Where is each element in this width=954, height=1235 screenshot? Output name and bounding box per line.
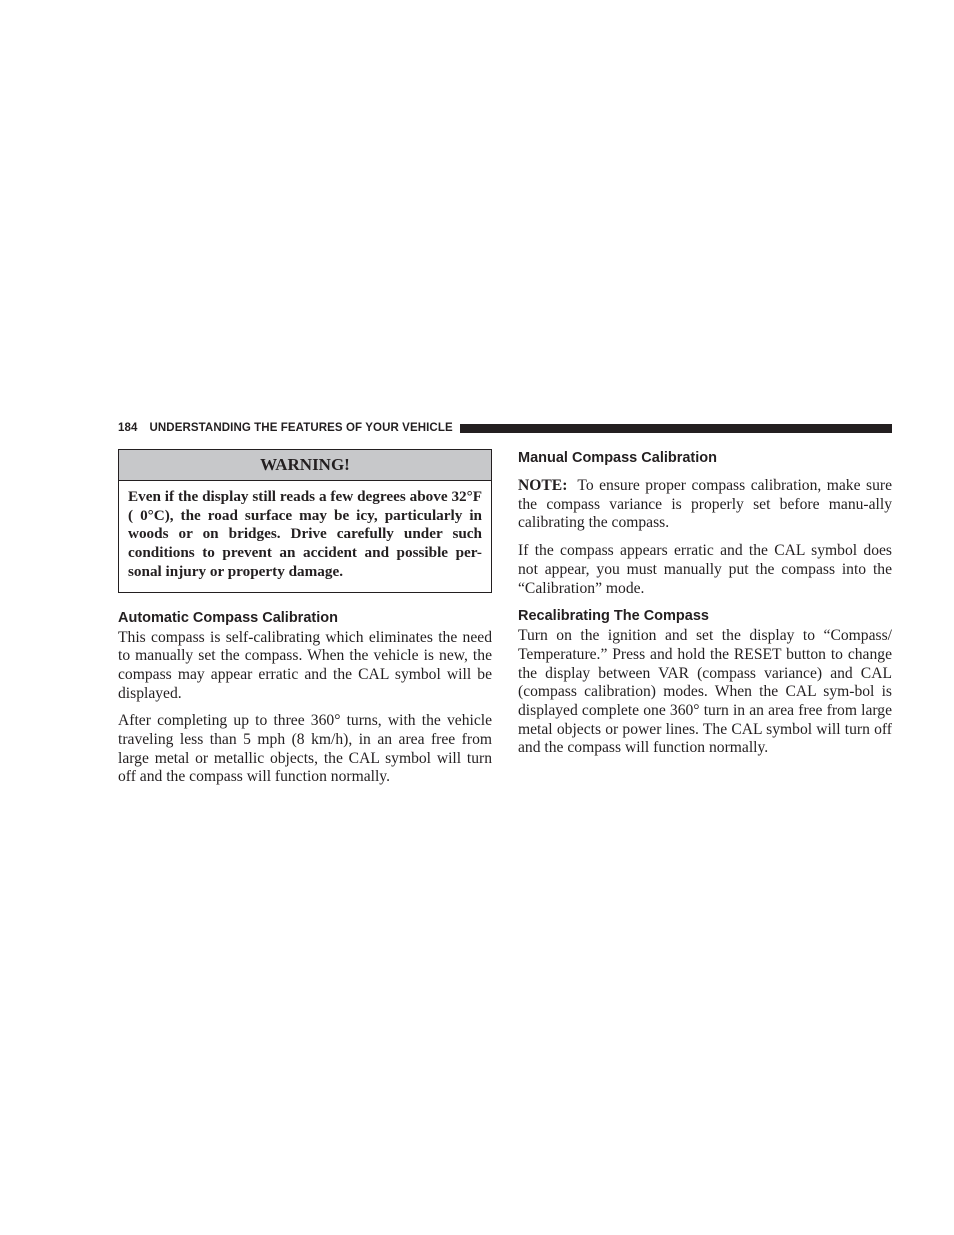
recalibrating-heading: Recalibrating The Compass xyxy=(518,608,709,625)
page-number: 184 xyxy=(118,422,138,434)
manual-calibration-note xyxy=(518,477,892,533)
automatic-calibration-heading: Automatic Compass Calibration xyxy=(118,609,338,626)
recalibrating-paragraph: Turn on the ignition and set the display to “Compass/ Temperature.” Press and hold the RESET button to change the display between VAR (compass variance) and CAL (compass calibration) modes. When the CAL sym-bol is displayed complete one 360° turn in an area free from large metal objects or power lines. The CAL symbol will turn off and the compass will function normally. xyxy=(518,627,892,757)
automatic-calibration-paragraph-2: After completing up to three 360° turns, with the vehicle traveling less than 5 mph (8 km/h), in an area free from large metal or metallic objects, the CAL symbol will turn off and the compass will function normally. xyxy=(118,712,492,786)
warning-text: Even if the display still reads a few degrees above 32°F ( 0°C), the road surface may be icy, particularly in woods or on bridges. Drive carefully under such conditions to prevent an accident and possible per-sonal injury or property damage. xyxy=(128,488,482,580)
warning-box xyxy=(118,449,492,593)
manual-calibration-paragraph: If the compass appears erratic and the CAL symbol does not appear, you must manually put the compass into the “Calibration” mode. xyxy=(518,542,892,597)
automatic-calibration-paragraph-1: This compass is self-calibrating which eliminates the need to manually set the compass. When the vehicle is new, the compass may appear erratic and the CAL symbol will be displayed. xyxy=(118,628,492,702)
page-header xyxy=(118,420,892,436)
header-rule xyxy=(460,424,892,433)
section-title: UNDERSTANDING THE FEATURES OF YOUR VEHICLE xyxy=(149,422,453,434)
warning-title: WARNING! xyxy=(119,450,491,481)
note-text: To ensure proper compass calibration, make sure the compass variance is properly set before manu-ally calibrating the compass. xyxy=(518,477,892,532)
right-column xyxy=(518,449,892,767)
left-column xyxy=(118,449,492,796)
note-label: NOTE: xyxy=(518,477,568,494)
manual-calibration-heading: Manual Compass Calibration xyxy=(518,450,718,466)
